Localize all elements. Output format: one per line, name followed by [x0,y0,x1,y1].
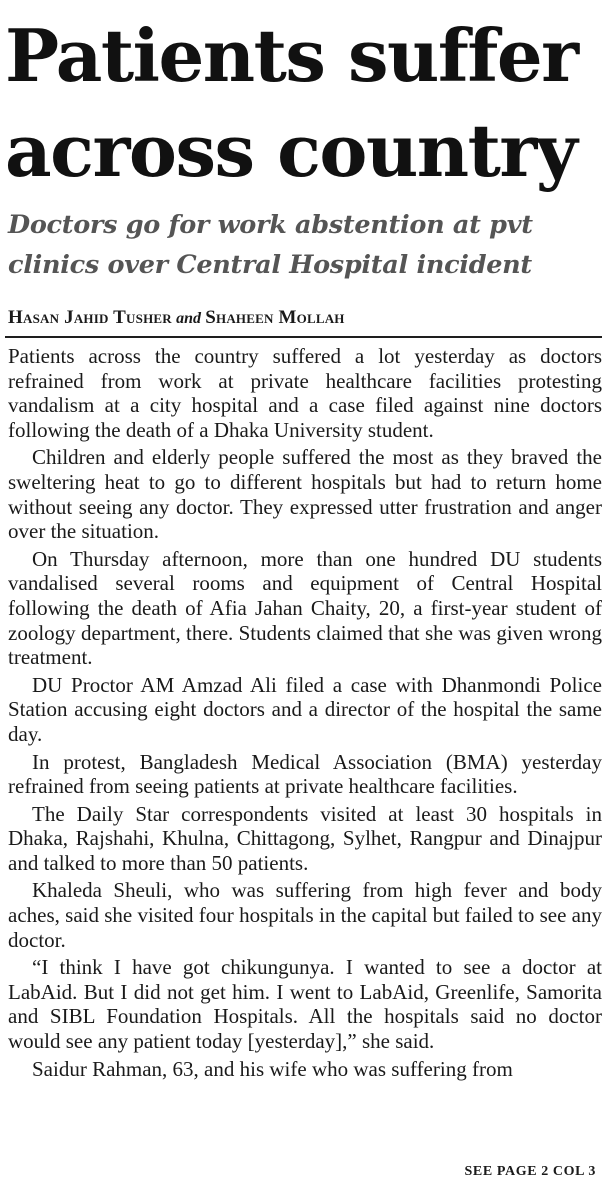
body-paragraph: On Thursday afternoon, more than one hundred DU students vandalised several rooms and equipment of Central Hospital following the death of Afia Jahan Chaity, 20, a first-year student of zoology department, there. Students claimed that she was given wrong treatment. [8,546,602,670]
byline-divider [5,336,602,338]
body-paragraph: In protest, Bangladesh Medical Association (BMA) yesterday refrained from seeing patients at private healthcare facilities. [8,749,602,799]
byline [8,306,602,331]
headline [5,8,602,198]
headline-line-1: Patients suffer [5,13,578,98]
body-paragraph: DU Proctor AM Amzad Ali filed a case with Dhanmondi Police Station accusing eight doctors and a director of the hospital the same day. [8,672,602,746]
body-paragraph: Khaleda Sheuli, who was suffering from high fever and body aches, said she visited four hospitals in the capital but failed to see any doctor. [8,878,602,952]
byline-author-1: Hasan Jahid Tusher [8,307,172,328]
body-paragraph: The Daily Star correspondents visited at least 30 hospitals in Dhaka, Rajshahi, Khulna, Chittagong, Sylhet, Rangpur and Dinajpur and talked to more than 50 patients. [8,801,602,875]
subheadline-line-1: Doctors go for work abstention at pvt [8,210,533,240]
byline-conjunction: and [176,310,201,327]
subheadline-line-2: clinics over Central Hospital incident [8,250,532,280]
headline-line-2: across country [5,108,577,193]
byline-author-2: Shaheen Mollah [205,307,345,328]
subheadline [8,205,602,285]
article-body [8,344,602,1084]
body-paragraph: Saidur Rahman, 63, and his wife who was suffering from [32,1056,513,1081]
body-paragraph: Children and elderly people suffered the most as they braved the sweltering heat to go to different hospitals but had to return home without seeing any doctor. They expressed utter frustration and anger over the situation. [8,445,602,544]
news-article [5,0,602,1193]
body-paragraph: “I think I have got chikungunya. I wanted to see a doctor at LabAid. But I did not get him. I went to LabAid, Greenlife, Samorita and SIBL Foundation Hospitals. All the hospitals said no doctor would see any patient today [yesterday],” she said. [8,955,602,1054]
continued-on-page-note: SEE PAGE 2 COL 3 [464,1164,596,1179]
body-paragraph: Patients across the country suffered a lot yesterday as doctors refrained from work at private healthcare facilities protesting vandalism at a city hospital and a case filed against nine doctors following the death of a Dhaka University student. [8,344,602,442]
